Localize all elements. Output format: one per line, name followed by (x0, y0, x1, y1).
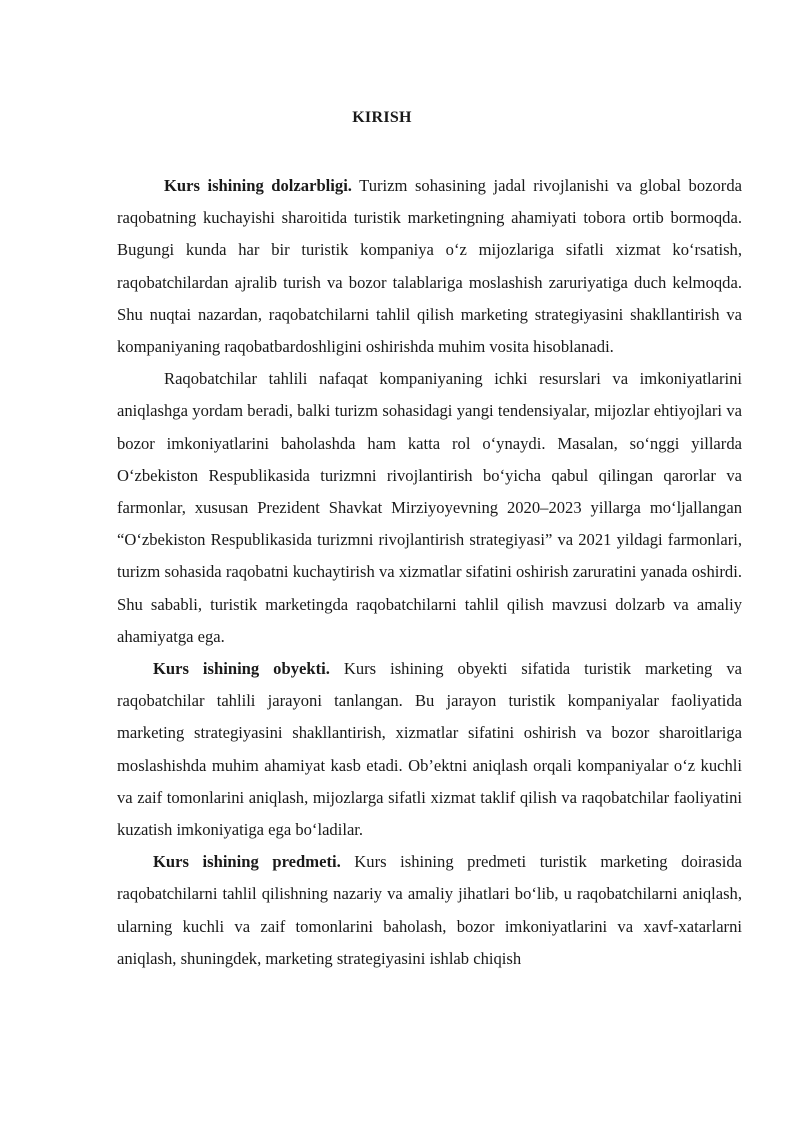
paragraph-lead: Kurs ishining dolzarbligi. (164, 176, 352, 195)
page-heading: KIRISH (352, 109, 412, 126)
paragraph-relevance (117, 170, 742, 363)
paragraph-lead: Kurs ishining predmeti. (153, 852, 341, 872)
paragraph-object (117, 653, 742, 846)
paragraph-text: Raqobatchilar tahlili nafaqat kompaniyaning ichki resurslari va imkoniyatlarini aniqlashga yordam beradi, balki turizm sohasidagi yangi tendensiyalar, mijozlar ehtiyojlari va bozor imkoniyatlarini baholashda ham katta rol o‘ynaydi. Masalan, so‘nggi yillarda O‘zbekiston Respublikasida turizmni rivojlantirish bo‘yicha qabul qilingan qarorlar va farmonlar, xususan Prezident Shavkat Mirziyoyevning 2020–2023 yillarga mo‘ljallangan “O‘zbekiston Respublikasida turizmni rivojlantirish strategiyasi” va 2021 yildagi farmonlari, turizm sohasida raqobatni kuchaytirish va xizmatlar sifatini oshirish zaruratini yanada oshirdi. Shu sababli, turistik marketingda raqobatchilarni tahlil qilish mavzusi dolzarb va amaliy ahamiyatga ega. (117, 369, 742, 646)
paragraph-text: Kurs ishining predmeti turistik marketing doirasida raqobatchilarni tahlil qilishning nazariy va amaliy jihatlari bo‘lib, u raqobatchilarni aniqlash, ularning kuchli va zaif tomonlarini baholash, bozor imkoniyatlarini va xavf-xatarlarni aniqlash, shuningdek, marketing strategiyasini ishlab chiqish (117, 852, 742, 968)
paragraph-competitor-analysis (117, 363, 742, 653)
paragraph-lead: Kurs ishining obyekti. (153, 659, 330, 679)
paragraph-subject (117, 846, 742, 975)
document-body (117, 170, 742, 975)
paragraph-text: Turizm sohasining jadal rivojlanishi va global bozorda raqobatning kuchayishi sharoitida turistik marketingning ahamiyati tobora ortib bormoqda. Bugungi kunda har bir turistik kompaniya o‘z mijozlariga sifatli xizmat ko‘rsatish, raqobatchilardan ajralib turish va bozor talablariga moslashish zaruriyatiga duch kelmoqda. Shu nuqtai nazardan, raqobatchilarni tahlil qilish marketing strategiyasini shakllantirish va kompaniyaning raqobatbardoshligini oshirishda muhim vosita hisoblanadi. (117, 176, 742, 357)
paragraph-text: Kurs ishining obyekti sifatida turistik marketing va raqobatchilar tahlili jarayoni tanlangan. Bu jarayon turistik kompaniyalar faoliyatida marketing strategiyasini shakllantirish, xizmatlar sifatini oshirish va bozor sharoitlariga moslashishda muhim ahamiyat kasb etadi. Ob’ektni aniqlash orqali kompaniyalar o‘z kuchli va zaif tomonlarini aniqlash, mijozlarga sifatli xizmat taklif qilish va raqobatchilar faoliyatini kuzatish imkoniyatiga ega bo‘ladilar. (117, 659, 742, 840)
